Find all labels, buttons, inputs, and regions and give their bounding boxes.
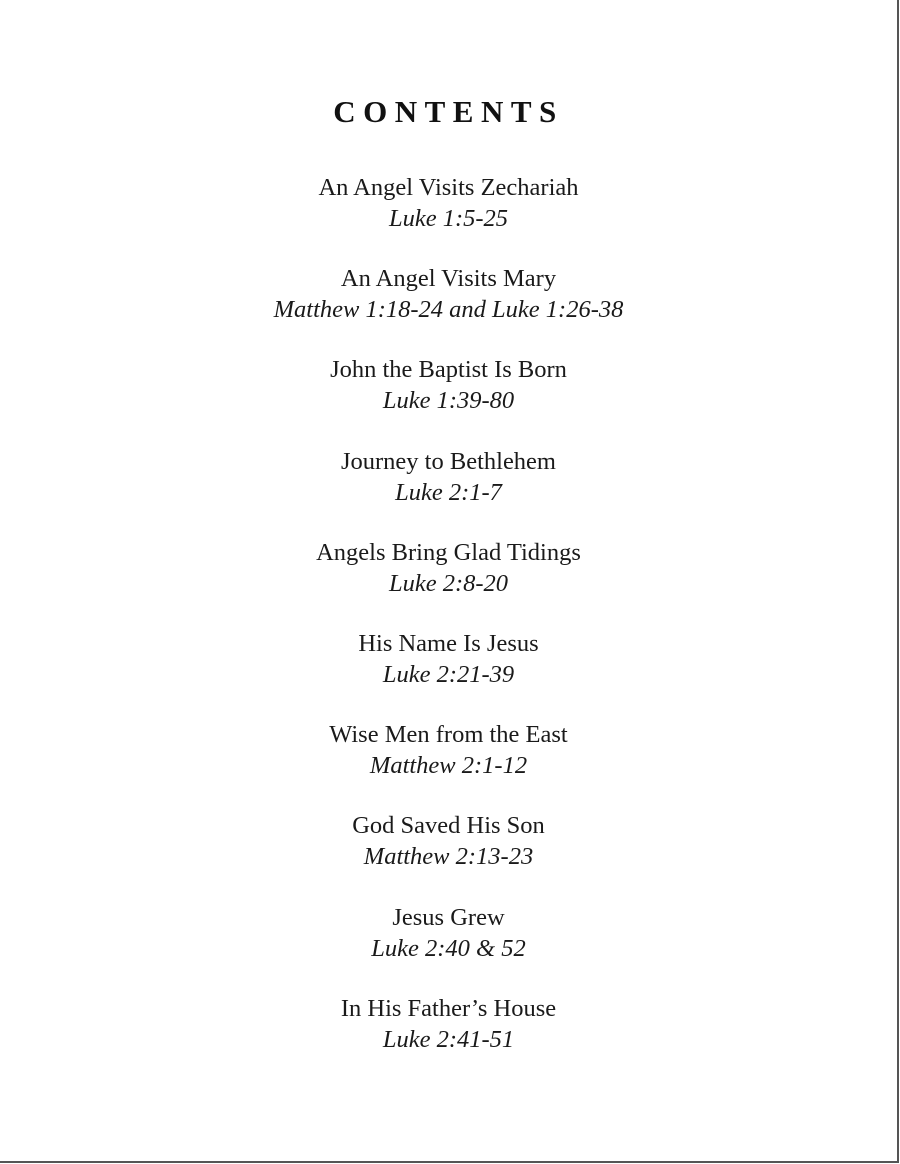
entry-reference: Luke 1:5-25 (388, 205, 509, 232)
contents-entry (0, 537, 897, 628)
contents-entry (0, 993, 897, 1084)
entry-reference: Matthew 2:13-23 (363, 843, 534, 871)
entry-reference: Luke 2:21-39 (382, 660, 515, 688)
entry-reference: Luke 2:41-51 (382, 1025, 515, 1053)
entry-title: His Name Is Jesus (358, 629, 539, 657)
entry-reference: Luke 1:39-80 (382, 387, 515, 415)
contents-entry (0, 172, 897, 263)
contents-entry (0, 810, 897, 901)
contents-entry (0, 628, 897, 719)
contents-entry (0, 902, 897, 993)
contents-entry (0, 354, 897, 445)
entry-title: Journey to Bethlehem (340, 447, 556, 475)
entry-title: Angels Bring Glad Tidings (316, 538, 581, 566)
entry-reference: Matthew 1:18-24 and Luke 1:26-38 (273, 296, 624, 324)
contents-heading: CONTENTS (333, 94, 564, 129)
entry-title: Wise Men from the East (329, 721, 568, 749)
entry-title: An Angel Visits Mary (340, 265, 557, 293)
entry-title: John the Baptist Is Born (330, 356, 567, 384)
entry-reference: Luke 2:1-7 (395, 478, 502, 506)
entry-title: God Saved His Son (352, 812, 545, 840)
entry-reference: Matthew 2:1-12 (369, 752, 528, 780)
contents-entry (0, 719, 897, 810)
contents-entry (0, 263, 897, 354)
entry-title: An Angel Visits Zechariah (318, 174, 579, 201)
entry-reference: Luke 2:8-20 (388, 569, 509, 597)
contents-entry (0, 446, 897, 537)
contents-list (0, 172, 897, 1084)
entry-reference: Luke 2:40 & 52 (371, 934, 526, 962)
entry-title: In His Father’s House (340, 994, 557, 1022)
entry-title: Jesus Grew (392, 903, 505, 931)
